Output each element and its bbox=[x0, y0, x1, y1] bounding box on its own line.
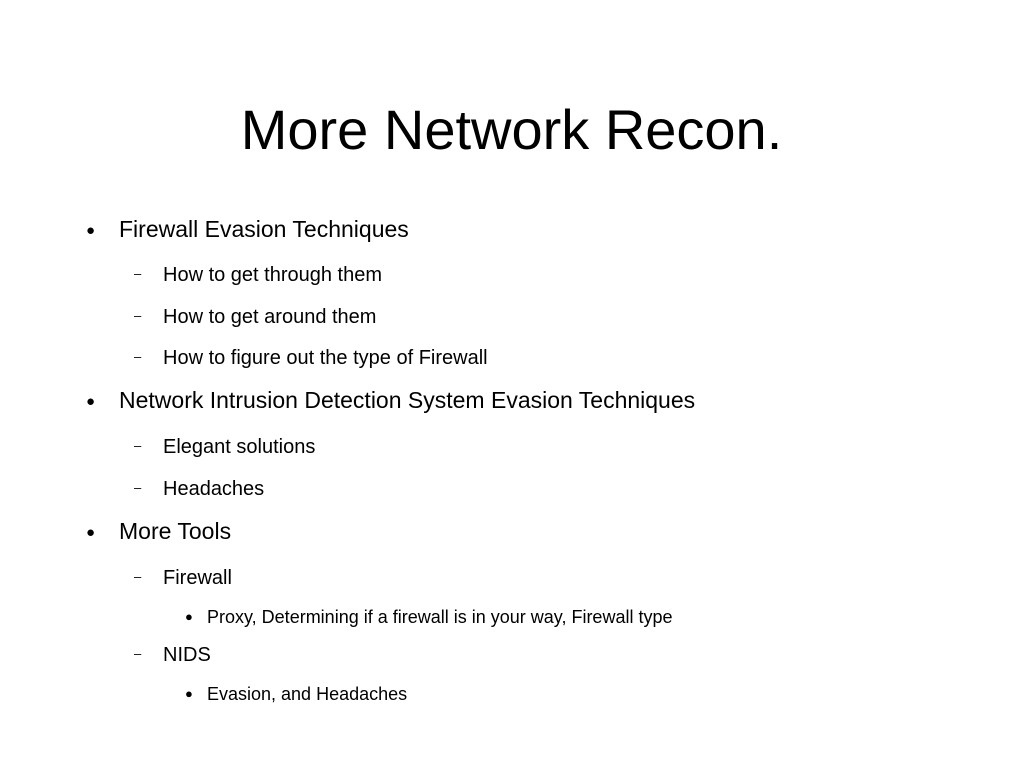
sub-item-get-around: How to get around them bbox=[163, 306, 377, 328]
dash-marker: – bbox=[134, 438, 142, 453]
sub-sub-item-proxy: Proxy, Determining if a firewall is in your way, Firewall type bbox=[207, 607, 673, 627]
sub-item-figure-out-type: How to figure out the type of Firewall bbox=[163, 347, 488, 369]
bullet-marker: ● bbox=[86, 524, 96, 541]
slide-title: More Network Recon. bbox=[240, 98, 783, 161]
dash-marker: – bbox=[134, 646, 142, 661]
dash-marker: – bbox=[134, 266, 142, 281]
dash-marker: – bbox=[134, 480, 142, 495]
dash-marker: – bbox=[134, 569, 142, 584]
sub-item-get-through: How to get through them bbox=[163, 264, 383, 286]
bullet-marker: ● bbox=[86, 393, 96, 410]
bullet-marker: ● bbox=[185, 686, 193, 701]
bullet-item-firewall-evasion: Firewall Evasion Techniques bbox=[119, 216, 409, 242]
bullet-marker: ● bbox=[185, 609, 193, 624]
sub-item-nids: NIDS bbox=[163, 644, 211, 666]
dash-marker: – bbox=[134, 349, 142, 364]
bullet-marker: ● bbox=[86, 222, 96, 239]
sub-item-elegant-solutions: Elegant solutions bbox=[163, 436, 316, 458]
sub-item-headaches: Headaches bbox=[163, 478, 265, 500]
sub-item-firewall: Firewall bbox=[163, 567, 232, 589]
bullet-item-nids-evasion: Network Intrusion Detection System Evasion Techniques bbox=[119, 387, 696, 413]
bullet-item-more-tools: More Tools bbox=[119, 518, 232, 544]
sub-sub-item-evasion-headaches: Evasion, and Headaches bbox=[207, 684, 408, 704]
dash-marker: – bbox=[134, 308, 142, 323]
